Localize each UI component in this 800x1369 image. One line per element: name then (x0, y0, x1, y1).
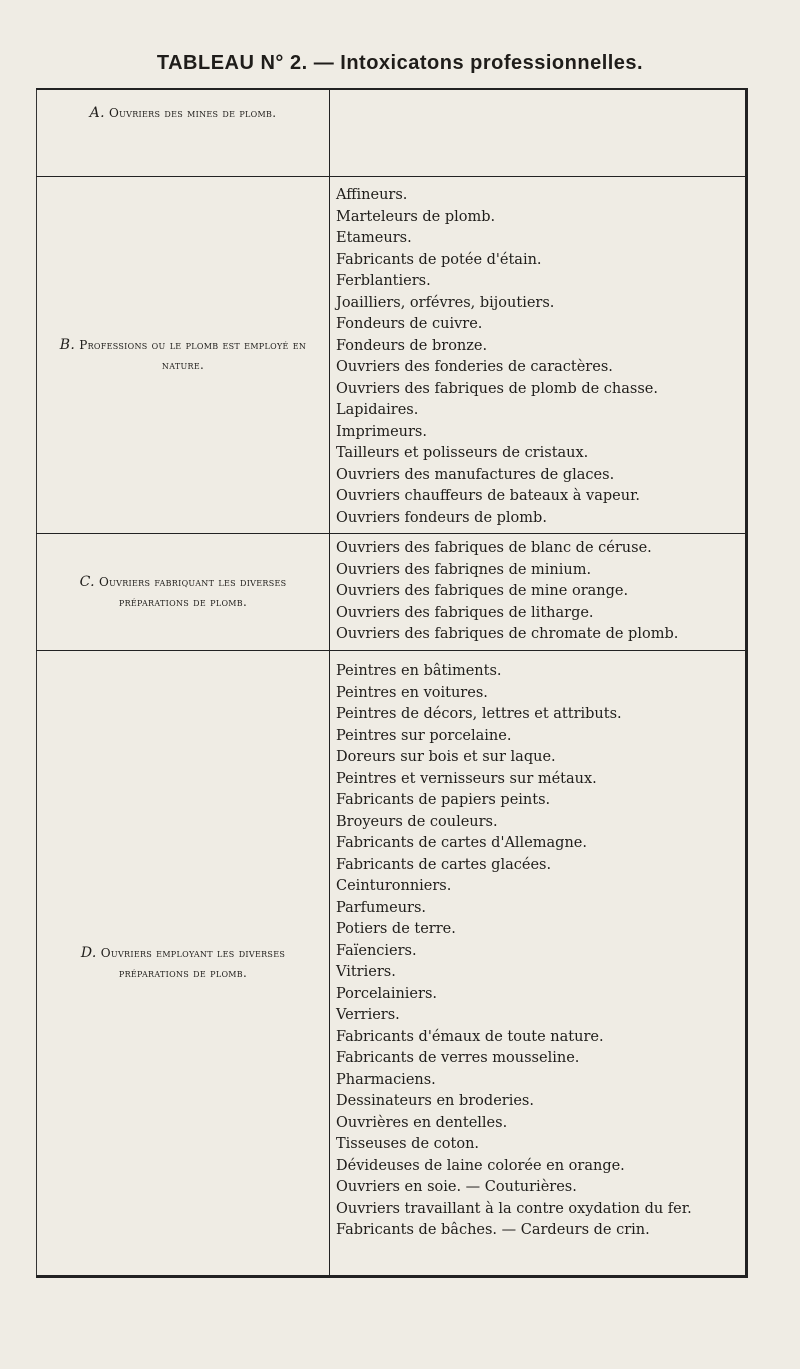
items-cell-c (330, 534, 747, 651)
list-item: Dévideuses de laine colorée en orange. (336, 1157, 625, 1174)
list-item: Ouvriers des fonderies de caractères. (336, 359, 613, 375)
table-row-b (37, 177, 747, 534)
list-item: Faïenciers. (336, 942, 417, 959)
list-item: Ouvriers des fabriques de plomb de chasse. (336, 380, 658, 397)
list-item: Tisseuses de coton. (336, 1136, 480, 1152)
list-item: Doreurs sur bois et sur laque. (336, 749, 556, 765)
category-letter: A. (89, 105, 105, 121)
list-item: Lapidaires. (336, 402, 419, 418)
category-cell-b (37, 177, 330, 534)
category-label: Professions ou le plomb est employé en nature. (79, 338, 307, 372)
category-label: Ouvriers fabriquant les diverses préparations de plomb. (98, 575, 287, 609)
category-label: Ouvriers des mines de plomb. (108, 106, 277, 120)
list-item: Fabricants de cartes d'Allemagne. (336, 835, 587, 851)
list-item: Fabricants d'émaux de toute nature. (336, 1028, 604, 1045)
list-item: Etameurs. (336, 230, 412, 246)
list-item: Dessinateurs en broderies. (336, 1093, 534, 1109)
list-item: Ouvriers des fabriques de mine orange. (336, 583, 629, 600)
category-cell-a (37, 89, 330, 177)
list-item: Affineurs. (336, 187, 408, 203)
category-cell-c (37, 534, 330, 651)
list-item: Ouvriers des fabriques de chromate de plomb. (336, 626, 679, 643)
list-item: Parfumeurs. (336, 899, 427, 916)
list-item: Verriers. (336, 1007, 400, 1023)
list-item: Imprimeurs. (336, 423, 427, 440)
list-item: Fabricants de papiers peints. (336, 792, 551, 808)
list-item: Fabricants de bâches. — Cardeurs de crin. (336, 1222, 650, 1238)
table-title: TABLEAU N° 2. — Intoxicatons professionnelles. (156, 52, 644, 74)
list-item: Ouvriers fondeurs de plomb. (336, 509, 547, 526)
list-item: Ouvriers des fabriques de blanc de céruse. (336, 540, 652, 557)
list-item: Ouvriers des fabriqnes de minium. (336, 561, 592, 578)
table-row-c (37, 534, 747, 651)
list-item: Potiers de terre. (336, 921, 456, 937)
items-cell-a (330, 89, 747, 177)
category-label: Ouvriers employant les diverses préparations de plomb. (100, 946, 286, 980)
items-cell-b (330, 177, 747, 534)
list-item: Broyeurs de couleurs. (336, 813, 498, 830)
list-item: Peintres de décors, lettres et attributs. (336, 706, 622, 722)
list-item: Porcelainiers. (336, 985, 437, 1002)
list-item: Joailliers, orfévres, bijoutiers. (336, 294, 555, 311)
category-letter: B. (59, 337, 76, 353)
list-item: Fabricants de cartes glacées. (336, 856, 552, 873)
list-item: Fondeurs de cuivre. (336, 316, 483, 332)
list-item: Vitriers. (336, 964, 396, 980)
list-item: Fabricants de potée d'étain. (336, 251, 542, 268)
list-item: Peintres sur porcelaine. (336, 727, 512, 744)
list-item: Ouvriers des manufactures de glaces. (336, 466, 615, 483)
list-item: Ouvriers travaillant à la contre oxydation du fer. (336, 1200, 692, 1217)
list-item: Peintres et vernisseurs sur métaux. (336, 770, 597, 787)
list-item: Ouvriers chauffeurs de bateaux à vapeur. (336, 488, 641, 504)
category-cell-d (37, 651, 330, 1277)
category-letter: C. (79, 574, 95, 590)
list-item: Ouvriers en soie. — Couturières. (336, 1179, 577, 1195)
list-item: Marteleurs de plomb. (336, 208, 496, 225)
category-letter: D. (80, 945, 97, 961)
list-item: Fondeurs de bronze. (336, 337, 488, 354)
list-item: Tailleurs et polisseurs de cristaux. (336, 445, 589, 461)
list-item: Ferblantiers. (336, 273, 431, 289)
list-item: Fabricants de verres mousseline. (336, 1050, 580, 1066)
list-item: Pharmaciens. (336, 1071, 436, 1088)
table-row-d (37, 651, 747, 1277)
list-item: Peintres en voitures. (336, 684, 488, 701)
list-item: Peintres en bâtiments. (336, 663, 502, 679)
list-item: Ceinturonniers. (336, 878, 452, 894)
list-item: Ouvrières en dentelles. (336, 1114, 508, 1131)
intoxications-table (36, 88, 748, 1278)
items-cell-d (330, 651, 747, 1277)
table-row-a (37, 89, 747, 177)
list-item: Ouvriers des fabriques de litharge. (336, 604, 594, 621)
